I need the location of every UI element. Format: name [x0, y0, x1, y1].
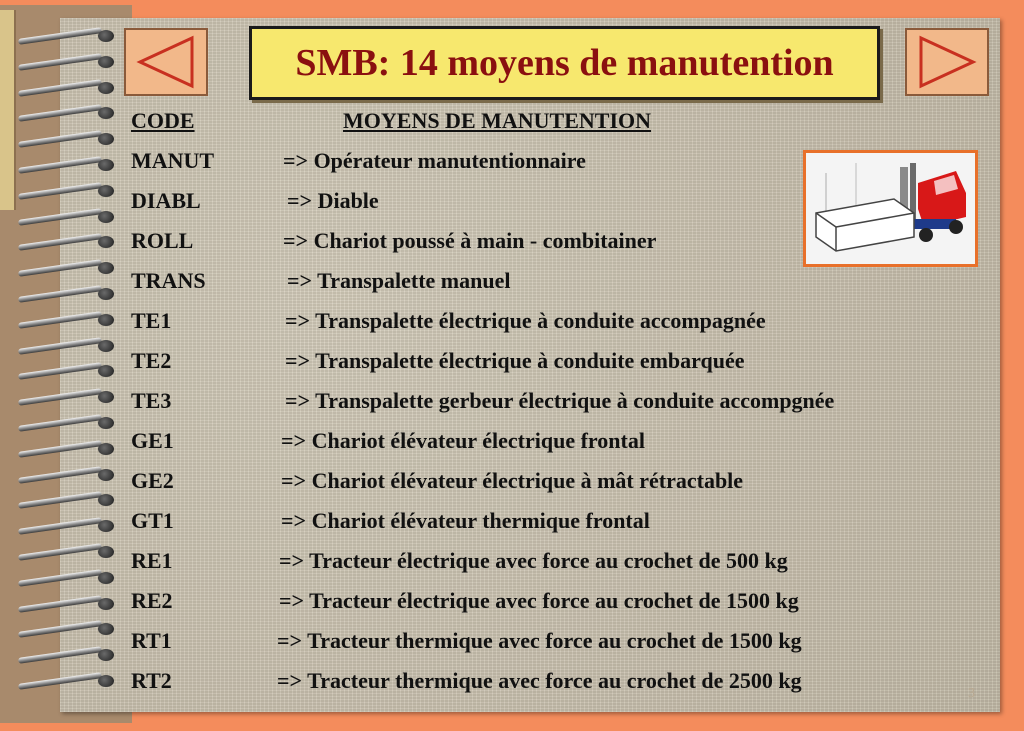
- row-code: RT2: [131, 668, 172, 693]
- slide-title: SMB: 14 moyens de manutention: [295, 42, 834, 84]
- spiral-ring: [18, 492, 114, 508]
- spiral-ring: [18, 28, 114, 44]
- spiral-ring: [18, 647, 114, 663]
- row-description: => Diable: [287, 188, 379, 213]
- row-description: => Chariot poussé à main - combitainer: [283, 228, 657, 253]
- row-code: TE2: [131, 348, 172, 373]
- row-description: => Tracteur électrique avec force au crochet de 1500 kg: [279, 588, 799, 613]
- previous-slide-button[interactable]: [124, 28, 208, 96]
- spiral-ring: [18, 363, 114, 379]
- forklift-illustration: [806, 153, 975, 264]
- column-header-code: CODE: [131, 108, 195, 133]
- spiral-ring: [18, 544, 114, 560]
- notebook-binding-edge: [0, 10, 16, 210]
- spiral-ring: [18, 518, 114, 534]
- row-code: RE2: [131, 588, 173, 613]
- spiral-ring: [18, 209, 114, 225]
- row-code: TRANS: [131, 268, 206, 293]
- spiral-ring: [18, 415, 114, 431]
- row-code: RE1: [131, 548, 173, 573]
- forklift-image: [803, 150, 978, 267]
- spiral-ring: [18, 260, 114, 276]
- row-description: => Chariot élévateur électrique frontal: [281, 428, 645, 453]
- spiral-ring: [18, 389, 114, 405]
- row-code: GE2: [131, 468, 174, 493]
- triangle-right-icon: [907, 30, 987, 94]
- row-code: TE3: [131, 388, 172, 413]
- spiral-ring: [18, 312, 114, 328]
- row-code: MANUT: [131, 148, 215, 173]
- spiral-ring: [18, 570, 114, 586]
- page-number: 3: [968, 686, 975, 701]
- row-code: DIABL: [131, 188, 201, 213]
- spiral-ring: [18, 338, 114, 354]
- row-description: => Opérateur manutentionnaire: [283, 148, 586, 173]
- row-code: GE1: [131, 428, 174, 453]
- row-description: => Chariot élévateur thermique frontal: [281, 508, 650, 533]
- spiral-ring: [18, 234, 114, 250]
- column-header-moyens: MOYENS DE MANUTENTION: [343, 108, 652, 133]
- spiral-ring: [18, 286, 114, 302]
- row-description: => Chariot élévateur électrique à mât rétractable: [281, 468, 744, 493]
- row-code: ROLL: [131, 228, 194, 253]
- row-code: GT1: [131, 508, 174, 533]
- spiral-ring: [18, 157, 114, 173]
- row-description: => Tracteur électrique avec force au crochet de 500 kg: [279, 548, 788, 573]
- row-description: => Tracteur thermique avec force au crochet de 1500 kg: [277, 628, 802, 653]
- spiral-ring: [18, 105, 114, 121]
- table-header: [131, 108, 652, 134]
- row-description: => Transpalette électrique à conduite embarquée: [285, 348, 745, 373]
- next-slide-button[interactable]: [905, 28, 989, 96]
- spiral-ring: [18, 131, 114, 147]
- spiral-ring: [18, 54, 114, 70]
- row-code: TE1: [131, 308, 172, 333]
- row-description: => Transpalette électrique à conduite accompagnée: [285, 308, 766, 333]
- row-code: RT1: [131, 628, 172, 653]
- spiral-ring: [18, 80, 114, 96]
- spiral-ring: [18, 467, 114, 483]
- triangle-left-icon: [126, 30, 206, 94]
- spiral-ring: [18, 673, 114, 689]
- spiral-ring: [18, 596, 114, 612]
- spiral-binding-icon: [18, 28, 118, 708]
- spiral-ring: [18, 441, 114, 457]
- row-description: => Transpalette manuel: [287, 268, 511, 293]
- spiral-ring: [18, 621, 114, 637]
- row-description: => Transpalette gerbeur électrique à conduite accompgnée: [285, 388, 835, 413]
- spiral-ring: [18, 183, 114, 199]
- slide-title-box: [249, 26, 880, 100]
- row-description: => Tracteur thermique avec force au crochet de 2500 kg: [277, 668, 802, 693]
